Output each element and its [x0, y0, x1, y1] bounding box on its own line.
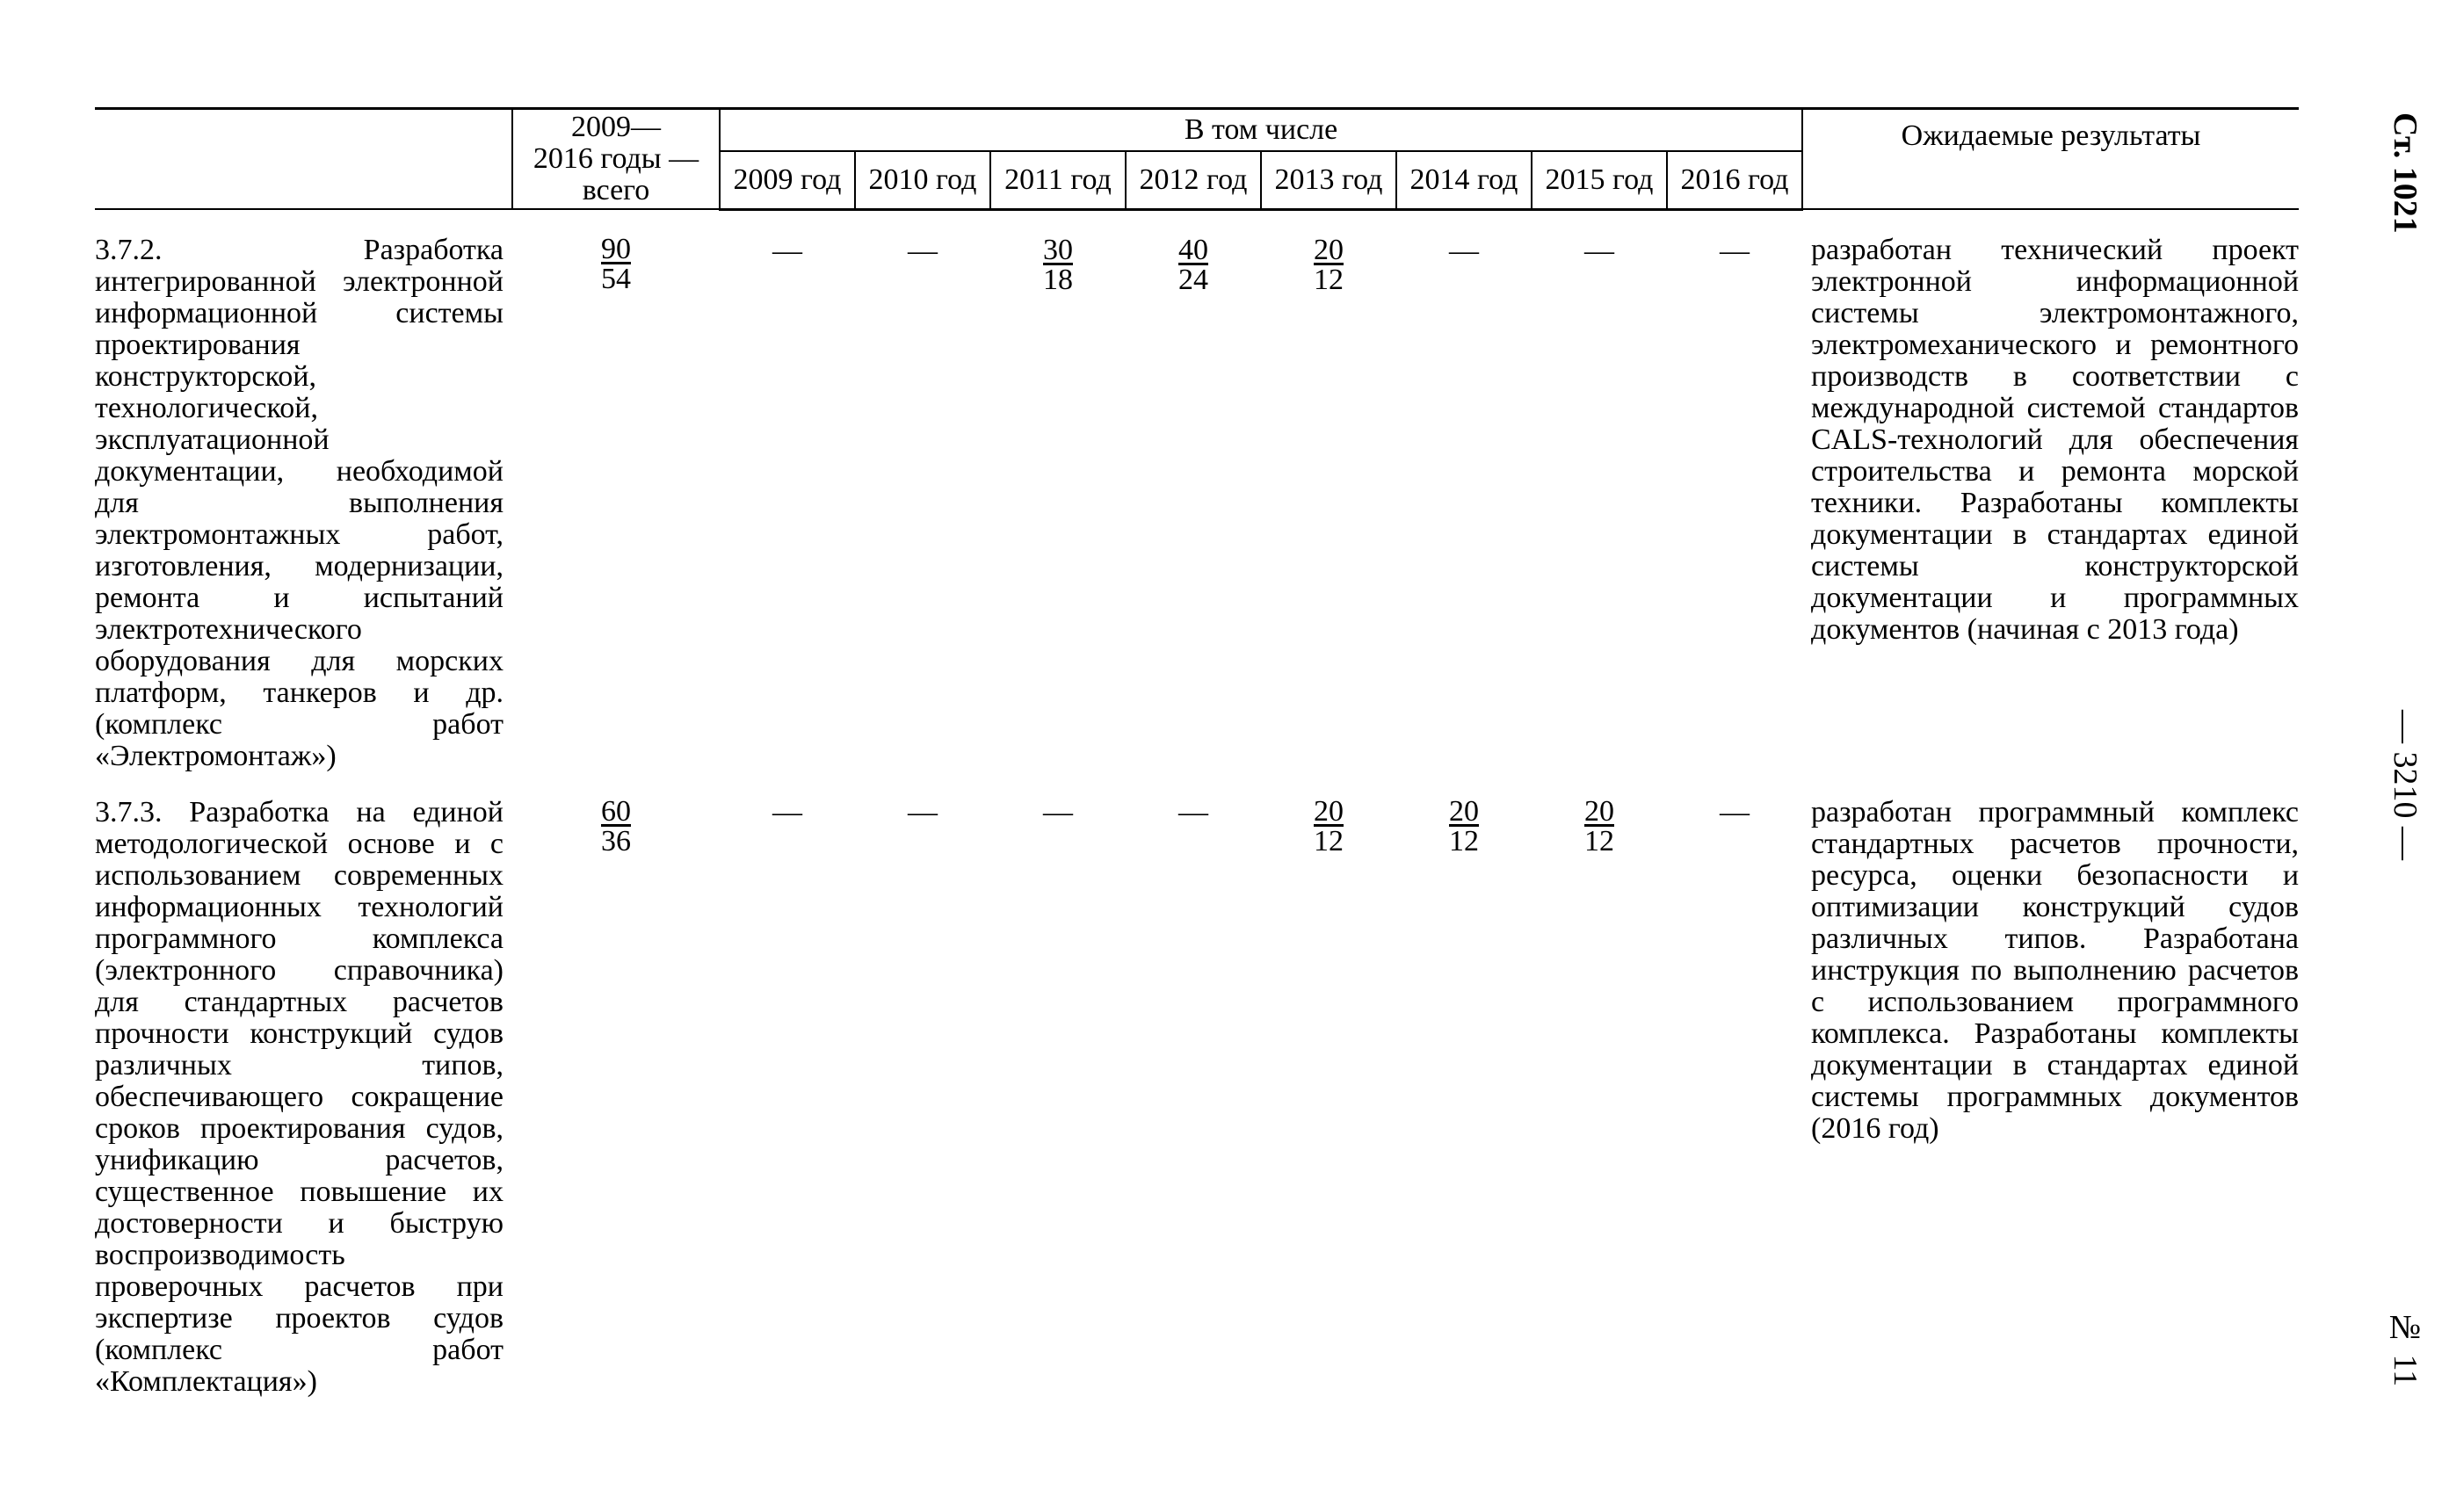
expected-result: разработан программный комплекс стандартных расчетов прочности, ресурса, оценки безопасности и оптимизации конструкций судов различных типов. Разработана инструкция по выполнению расчетов с использованием программного комплекса. Разработаны комплекты документации в стандартах единой системы программных документов (2016 год) [1811, 796, 2300, 1145]
total-cell [512, 209, 720, 772]
expected-result: разработан технический проект электронной информационной системы электромонтажного, электромеханического и ремонтного производств в соответствии с международной системой стандартов CALS-технологий для обеспечения строительства и ремонта морской техники. Разработаны комплекты документации в стандартах единой системы конструкторской документации и программных документов (начиная с 2013 года) [1811, 234, 2300, 646]
header-year: 2011 год [990, 151, 1126, 209]
page-number: — 3210 — [2387, 710, 2424, 860]
table-row [95, 209, 2299, 772]
header-including: В том числе [720, 109, 1802, 152]
empty-dash: — [1584, 234, 1614, 267]
funding-fraction [601, 797, 631, 857]
year-cell [855, 772, 990, 1398]
empty-dash: — [772, 234, 802, 267]
empty-dash: — [1449, 234, 1479, 267]
activity-name: 3.7.3. Разработка на единой методологической основе и с использованием современных информационных технологий программного комплекса (электронного справочника) для стандартных расчетов прочности конструкций судов различных типов, обеспечивающего сокращение сроков проектирования судов, унификацию расчетов, существенное повышение их достоверности и быструю воспроизводимость проверочных расчетов при экспертизе проектов судов (комплекс работ «Комплектация») [95, 796, 504, 1398]
year-cell [1396, 772, 1532, 1398]
program-table [95, 107, 2299, 1398]
year-cell [1667, 209, 1802, 772]
header-row-1 [95, 109, 2299, 152]
header-year: 2013 год [1261, 151, 1396, 209]
funding-fraction [1314, 797, 1344, 857]
funding-total: 20 [1314, 795, 1344, 828]
header-year: 2009 год [720, 151, 855, 209]
funding-total: 20 [1584, 795, 1614, 828]
header-activity [95, 109, 512, 210]
funding-federal: 12 [1314, 825, 1344, 857]
funding-fraction [1043, 235, 1073, 295]
year-cell [1532, 209, 1667, 772]
funding-total: 30 [1043, 233, 1073, 266]
activity-name: 3.7.2. Разработка интегрированной электронной информационной системы проектирования конструкторской, технологической, эксплуатационной документации, необходимой для выполнения электромонтажных работ, изготовления, модернизации, ремонта и испытаний электротехнического оборудования для морских платформ, танкеров и др. (комплекс работ «Электромонтаж») [95, 234, 504, 772]
funding-federal: 24 [1178, 263, 1208, 296]
funding-fraction [1584, 797, 1614, 857]
funding-federal: 54 [601, 263, 631, 295]
funding-fraction [1314, 235, 1344, 295]
table-body [95, 209, 2299, 1398]
table-row [95, 772, 2299, 1398]
funding-total: 20 [1449, 795, 1479, 828]
funding-federal: 18 [1043, 263, 1073, 296]
funding-federal: 36 [601, 825, 631, 857]
header-results: Ожидаемые результаты [1802, 109, 2299, 210]
header-total [512, 109, 720, 210]
empty-dash: — [1043, 796, 1073, 828]
header-total-label: 2009— 2016 годы — всего [533, 111, 699, 206]
empty-dash: — [1720, 796, 1750, 828]
year-cell [720, 772, 855, 1398]
header-year: 2015 год [1532, 151, 1667, 209]
empty-dash: — [772, 796, 802, 828]
funding-federal: 12 [1584, 825, 1614, 857]
year-cell [1126, 772, 1261, 1398]
year-cell [990, 772, 1126, 1398]
header-year: 2010 год [855, 151, 990, 209]
funding-fraction [601, 235, 631, 294]
year-cell [1667, 772, 1802, 1398]
funding-fraction [1449, 797, 1479, 857]
year-cell [990, 209, 1126, 772]
page-reference: Ст. 1021 [2387, 112, 2424, 234]
funding-total: 40 [1178, 233, 1208, 266]
issue-number: № 11 [2387, 1309, 2424, 1387]
funding-total: 20 [1314, 233, 1344, 266]
empty-dash: — [908, 796, 938, 828]
empty-dash: — [1720, 234, 1750, 267]
empty-dash: — [1178, 796, 1208, 828]
funding-fraction [1178, 235, 1208, 295]
year-cell [1261, 772, 1396, 1398]
total-cell [512, 772, 720, 1398]
funding-total: 60 [601, 795, 631, 828]
year-cell [1396, 209, 1532, 772]
year-cell [855, 209, 990, 772]
year-cell [1126, 209, 1261, 772]
year-cell [1261, 209, 1396, 772]
year-cell [720, 209, 855, 772]
funding-federal: 12 [1314, 263, 1344, 296]
header-year: 2014 год [1396, 151, 1532, 209]
header-year: 2016 год [1667, 151, 1802, 209]
funding-federal: 12 [1449, 825, 1479, 857]
year-cell [1532, 772, 1667, 1398]
header-year: 2012 год [1126, 151, 1261, 209]
funding-total: 90 [601, 233, 631, 265]
empty-dash: — [908, 234, 938, 267]
